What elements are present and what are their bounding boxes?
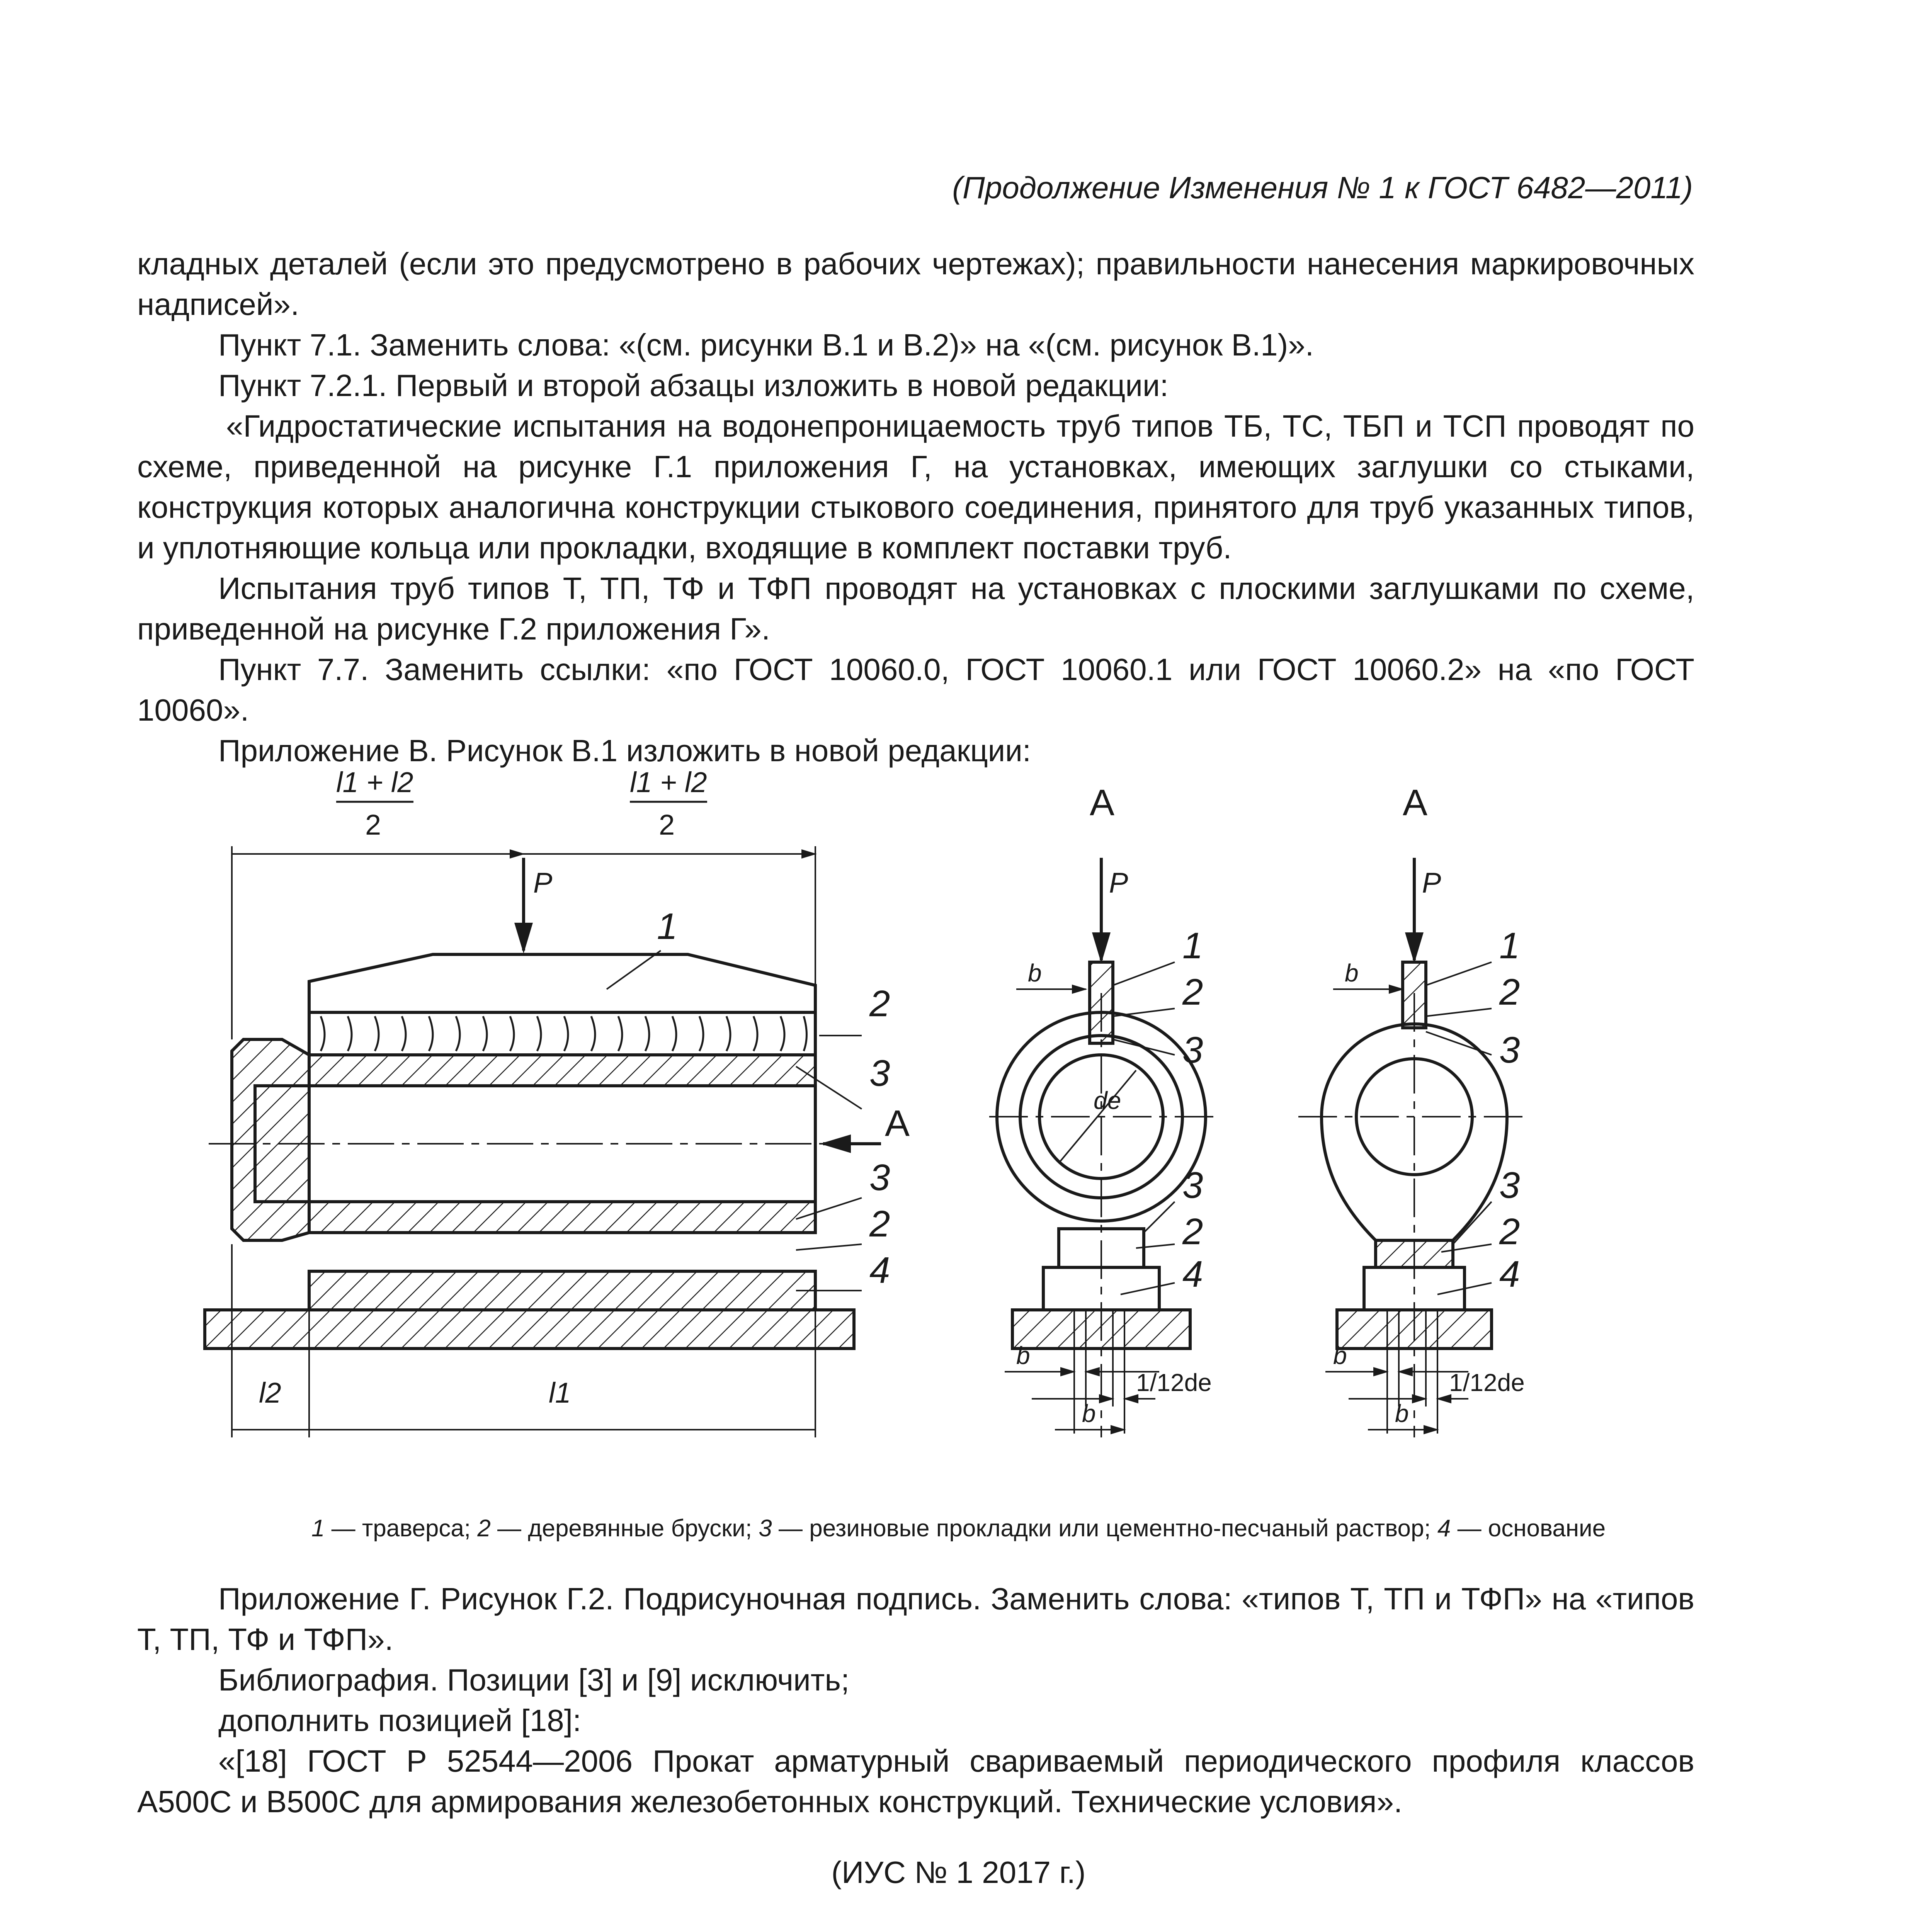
paragraph: дополнить позицией [18]: <box>218 1703 582 1738</box>
caption-text: — деревянные бруски; <box>490 1515 759 1542</box>
main-text <box>137 243 1694 771</box>
ius-reference: (ИУС № 1 2017 г.) <box>831 1855 1086 1889</box>
twelfth-label-a: 1/12de <box>1136 1369 1212 1396</box>
callout-4: 4 <box>869 1250 890 1291</box>
callout-b-2: 2 <box>1499 971 1520 1013</box>
paragraph: Библиография. Позиции [3] и [9] исключить; <box>218 1663 850 1697</box>
caption-text: — резиновые прокладки или цементно-песчаный раствор; <box>772 1515 1437 1542</box>
twelfth-label-b: 1/12de <box>1449 1369 1525 1396</box>
callout-b-3b: 3 <box>1499 1165 1520 1206</box>
force-label: P <box>533 867 553 899</box>
paragraph: Приложение Г. Рисунок Г.2. Подрисуночная подпись. Заменить слова: «типов Т, ТП и ТФП» на «типов Т, ТП, ТФ и ТФП». <box>137 1582 1694 1656</box>
caption-num: 2 <box>477 1515 491 1542</box>
paragraph: Пункт 7.7. Заменить ссылки: «по ГОСТ 10060.0, ГОСТ 10060.1 или ГОСТ 10060.2» на «по ГОСТ 10060». <box>137 652 1694 727</box>
callout-b-3: 3 <box>1499 1029 1520 1071</box>
b-label-a-2: b <box>1082 1400 1096 1427</box>
paragraph: Пункт 7.1. Заменить слова: «(см. рисунки В.1 и В.2)» на «(см. рисунок В.1)». <box>218 328 1314 362</box>
b-label-b-2: b <box>1395 1400 1409 1427</box>
page-header: (Продолжение Изменения № 1 к ГОСТ 6482—2011) <box>952 170 1693 205</box>
wood-bars <box>309 1012 815 1055</box>
callout-a-3: 3 <box>1182 1029 1203 1071</box>
caption-text: — траверса; <box>325 1515 478 1542</box>
paragraph: Испытания труб типов Т, ТП, ТФ и ТФП проводят на установках с плоскими заглушками по схеме, приведенной на рисунке Г.2 приложения Г». <box>137 571 1694 646</box>
dim-l1: l1 <box>549 1377 571 1409</box>
base-plate <box>205 1310 854 1349</box>
callout-1: 1 <box>657 906 678 947</box>
dim-label-top-right: l1 + l2 <box>630 769 707 798</box>
callout-a-4: 4 <box>1182 1253 1203 1295</box>
caption-num: 3 <box>759 1515 772 1542</box>
caption-num: 1 <box>311 1515 325 1542</box>
callout-b-1: 1 <box>1499 925 1520 966</box>
force-label-b: P <box>1422 867 1441 899</box>
callout-a-3b: 3 <box>1182 1165 1203 1206</box>
callout-b-2b: 2 <box>1499 1211 1520 1252</box>
callout-a-2b: 2 <box>1182 1211 1203 1252</box>
figure-b1 <box>193 769 1662 1503</box>
main-text-2 <box>137 1578 1694 1822</box>
b-label-a-1: b <box>1016 1342 1030 1369</box>
section-a-label: A <box>1090 782 1115 823</box>
callout-a-2: 2 <box>1182 971 1203 1013</box>
technical-drawing <box>193 769 1662 1503</box>
figure-caption <box>135 1515 1782 1542</box>
caption-num: 4 <box>1437 1515 1451 1542</box>
dim-den-right: 2 <box>659 809 675 841</box>
caption-text: — основание <box>1451 1515 1606 1542</box>
callout-3b: 3 <box>869 1157 890 1198</box>
paragraph: кладных деталей (если это предусмотрено в рабочих чертежах); правильности нанесения маркировочных надписей». <box>137 247 1694 321</box>
b-label-b-1: b <box>1333 1342 1347 1369</box>
callout-b-4: 4 <box>1499 1253 1520 1295</box>
callout-2b: 2 <box>869 1203 890 1245</box>
dim-den-left: 2 <box>365 809 381 841</box>
b-label-a-top: b <box>1028 959 1042 987</box>
dim-l2: l2 <box>259 1377 281 1409</box>
paragraph: Пункт 7.2.1. Первый и второй абзацы изложить в новой редакции: <box>218 368 1169 403</box>
paragraph: «[18] ГОСТ Р 52544—2006 Прокат арматурный свариваемый периодического профиля классов А500С и В500С для армирования железобетонных конструкций. Технические условия». <box>137 1744 1694 1819</box>
paragraph: Приложение В. Рисунок В.1 изложить в новой редакции: <box>218 733 1031 768</box>
force-label-a: P <box>1109 867 1128 899</box>
section-b-label: A <box>1403 782 1428 823</box>
view-arrow-label: A <box>885 1103 910 1144</box>
callout-3: 3 <box>869 1053 890 1094</box>
traverse <box>309 954 815 1012</box>
b-label-b-top: b <box>1345 959 1359 987</box>
callout-a-1: 1 <box>1182 925 1203 966</box>
dim-label-top-left: l1 + l2 <box>336 769 413 798</box>
paragraph: «Гидростатические испытания на водонепроницаемость труб типов ТБ, ТС, ТБП и ТСП проводят по схеме, приведенной на рисунке Г.1 приложения Г, на установках, имеющих заглушки со стыками, конструкция которых аналогична конструкции стыкового соединения, принятого для труб указанных типов, и уплотняющие кольца или прокладки, входящие в комплект поставки труб. <box>137 409 1694 565</box>
de-label: de <box>1094 1087 1121 1114</box>
callout-2: 2 <box>869 983 890 1024</box>
support-bar <box>309 1271 815 1310</box>
